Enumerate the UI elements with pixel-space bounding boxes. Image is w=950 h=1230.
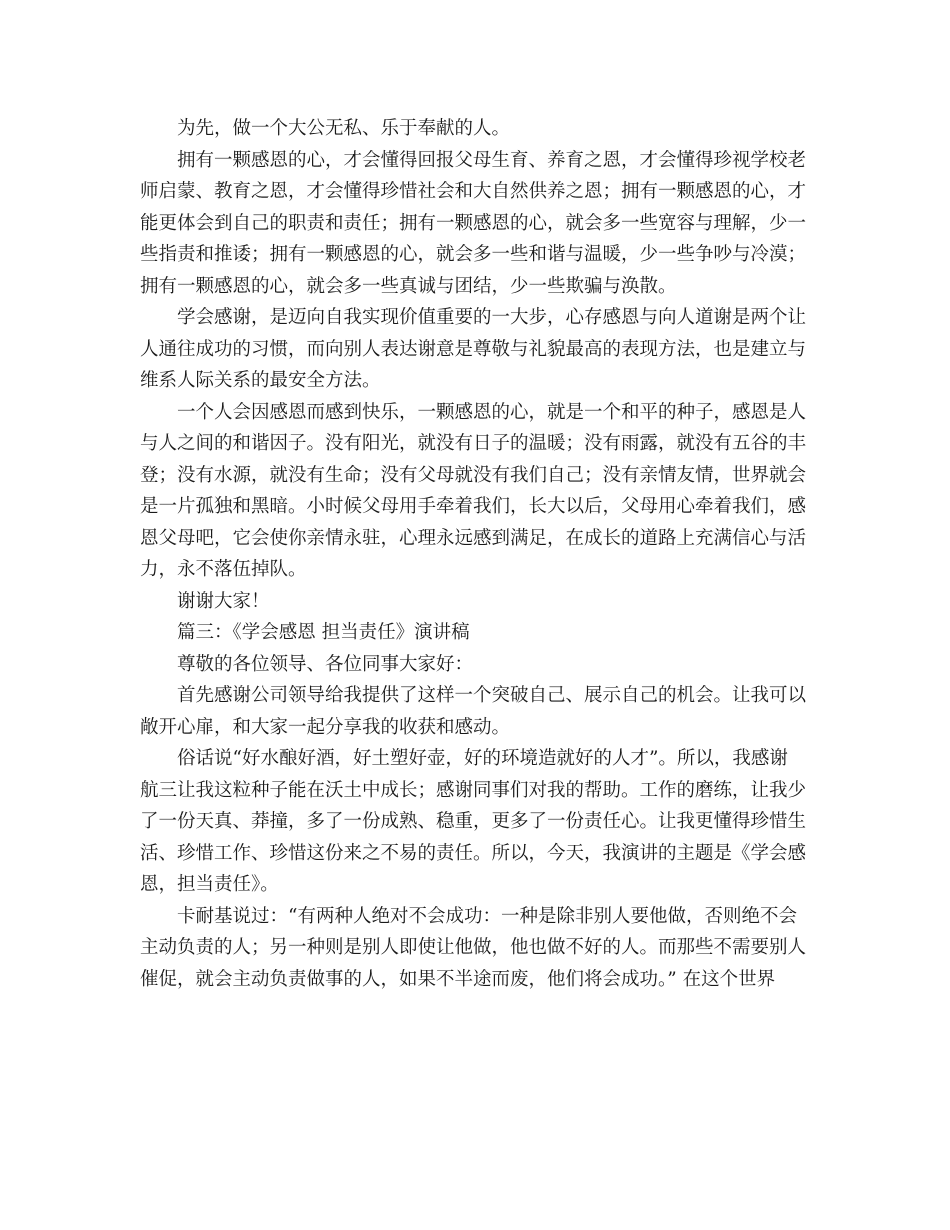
paragraph [140, 680, 812, 743]
text-line: 敞开心扉，和大家一起分享我的收获和感动。 [140, 716, 511, 738]
text-line: 谢谢大家！ [177, 590, 270, 612]
text-line: 学会感谢，是迈向自我实现价值重要的一大步，心存感恩与向人道谢是两个让 [177, 307, 807, 328]
text-line: 与人之间的和谐因子。没有阳光，就没有日子的温暖；没有雨露，就没有五谷的丰 [140, 433, 807, 454]
text-line: 维系人际关系的最安全方法。 [140, 370, 381, 391]
text-line: 些指责和推诿；拥有一颗感恩的心，就会多一些和谐与温暖，少一些争吵与冷漠； [140, 244, 807, 265]
text-line: 恩，担当责任》。 [140, 874, 279, 895]
text-line: 拥有一颗感恩的心，就会多一些真诚与团结，少一些欺骗与涣散。 [140, 275, 677, 297]
text-line: 人通往成功的习惯，而向别人表达谢意是尊敬与礼貌最高的表现方法，也是建立与 [140, 338, 807, 360]
text-line: 首先感谢公司领导给我提供了这样一个突破自己、展示自己的机会。让我可以 [177, 685, 807, 706]
paragraph [140, 649, 812, 681]
text-line: 恩父母吧，它会使你亲情永驻，心理永远感到满足，在成长的道路上充满信心与活 [140, 527, 807, 549]
text-line: 活、珍惜工作、珍惜这份来之不易的责任。所以，今天，我演讲的主题是《学会感 [140, 842, 807, 864]
text-line: 航三让我这粒种子能在沃土中成长；感谢同事们对我的帮助。工作的磨练，让我少 [140, 779, 807, 801]
text-line: 卡耐基说过：“有两种人绝对不会成功：一种是除非别人要他做，否则绝不会 [177, 905, 797, 927]
paragraph [140, 397, 812, 586]
text-line: 主动负责的人；另一种则是别人即使让他做，他也做不好的人。而那些不需要别人 [140, 937, 807, 958]
text-line: 能更体会到自己的职责和责任；拥有一颗感恩的心，就会多一些宽容与理解，少一 [140, 212, 807, 234]
paragraph [140, 302, 812, 397]
text-line: 力，永不落伍掉队。 [140, 559, 307, 580]
paragraph [140, 901, 812, 996]
text-line: 一个人会因感恩而感到快乐，一颗感恩的心，就是一个和平的种子，感恩是人 [177, 401, 807, 423]
paragraph [140, 743, 812, 901]
text-line: 师启蒙、教育之恩，才会懂得珍惜社会和大自然供养之恩；拥有一颗感恩的心，才 [140, 181, 807, 202]
paragraph [140, 113, 812, 145]
paragraph [140, 617, 812, 649]
paragraph [140, 586, 812, 618]
text-line: 篇三：《学会感恩 担当责任》演讲稿 [177, 622, 470, 643]
text-line: 俗话说“好水酿好酒，好土塑好壶，好的环境造就好的人才”。所以，我感谢 [177, 748, 788, 769]
document-body [140, 113, 812, 995]
text-line: 为先，做一个大公无私、乐于奉献的人。 [177, 118, 511, 139]
paragraph [140, 145, 812, 303]
text-line: 了一份天真、莽撞，多了一份成熟、稳重，更多了一份责任心。让我更懂得珍惜生 [140, 811, 807, 832]
text-line: 是一片孤独和黑暗。小时候父母用手牵着我们，长大以后，父母用心牵着我们，感 [140, 496, 807, 517]
text-line: 催促，就会主动负责做事的人，如果不半途而废，他们将会成功。” 在这个世界 [140, 968, 776, 990]
text-line: 登；没有水源，就没有生命；没有父母就没有我们自己；没有亲情友情，世界就会 [140, 464, 807, 486]
text-line: 拥有一颗感恩的心，才会懂得回报父母生育、养育之恩，才会懂得珍视学校老 [177, 149, 807, 171]
text-line: 尊敬的各位领导、各位同事大家好： [177, 653, 474, 675]
